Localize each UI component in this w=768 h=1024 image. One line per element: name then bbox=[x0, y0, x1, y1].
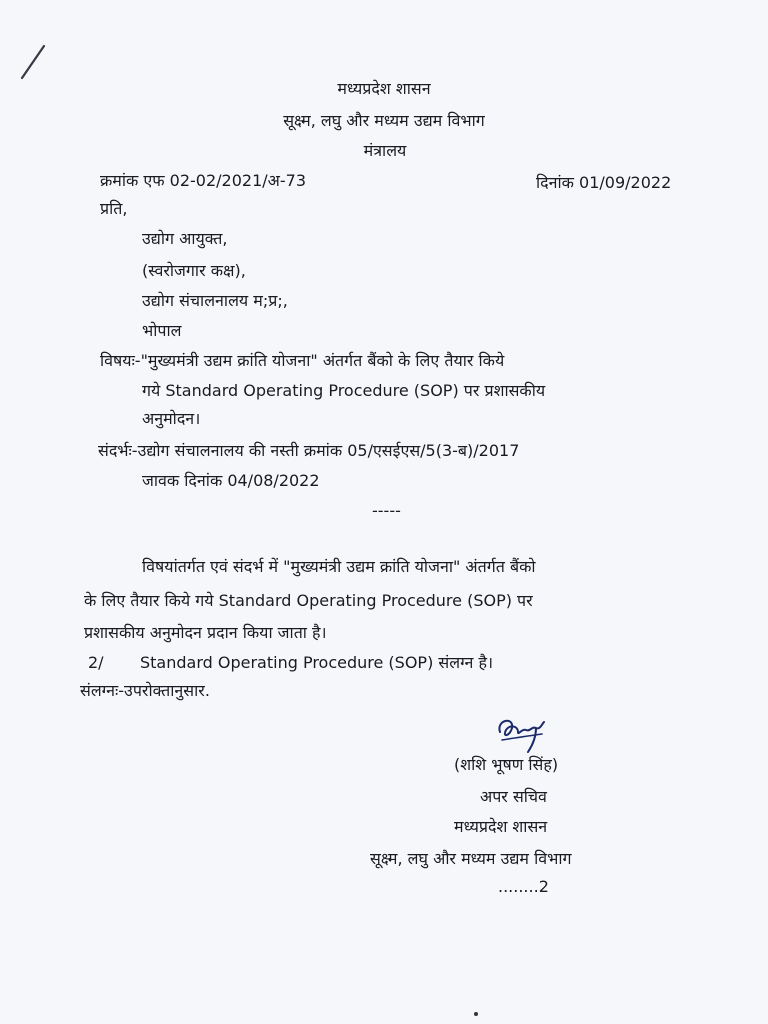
recipient-line: उद्योग संचालनालय म;प्र;, bbox=[142, 291, 288, 310]
to-label: प्रति, bbox=[100, 199, 128, 218]
signatory-name: (शशि भूषण सिंह) bbox=[454, 755, 559, 774]
signatory-designation: अपर सचिव bbox=[480, 787, 547, 806]
item-text: Standard Operating Procedure (SOP) संलग्न है। bbox=[140, 653, 494, 672]
letter-date: दिनांक 01/09/2022 bbox=[536, 173, 672, 192]
recipient-line: (स्वरोजगार कक्ष), bbox=[142, 261, 246, 280]
item-number: 2/ bbox=[88, 653, 104, 672]
recipient-line: भोपाल bbox=[142, 321, 182, 340]
reference-number: क्रमांक एफ 02-02/2021/अ-73 bbox=[100, 171, 306, 190]
signatory-org: मध्यप्रदेश शासन bbox=[454, 817, 548, 836]
header-ministry: मंत्रालय bbox=[363, 141, 407, 160]
body-paragraph-line: के लिए तैयार किये गये Standard Operating Procedure (SOP) पर bbox=[84, 591, 533, 610]
subject-line: विषयः-"मुख्यमंत्री उद्यम क्रांति योजना" अंतर्गत बैंको के लिए तैयार किये bbox=[100, 351, 505, 370]
handwritten-signature bbox=[492, 710, 550, 756]
header-department: सूक्ष्म, लघु और मध्यम उद्यम विभाग bbox=[283, 111, 485, 130]
scan-speck bbox=[474, 1012, 478, 1016]
subject-line: अनुमोदन। bbox=[142, 409, 201, 428]
header-state-govt: मध्यप्रदेश शासन bbox=[337, 79, 431, 98]
separator: ----- bbox=[372, 501, 401, 520]
enclosure-note: संलग्नः-उपरोक्तानुसार. bbox=[80, 681, 210, 700]
context-line: संदर्भः-उद्योग संचालनालय की नस्ती क्रमांक 05/एसईएस/5(3-ब)/2017 bbox=[98, 441, 520, 460]
body-paragraph-line: विषयांतर्गत एवं संदर्भ में "मुख्यमंत्री उद्यम क्रांति योजना" अंतर्गत बैंको bbox=[142, 557, 536, 576]
pen-mark bbox=[14, 40, 54, 85]
signatory-department: सूक्ष्म, लघु और मध्यम उद्यम विभाग bbox=[370, 849, 572, 868]
body-paragraph-line: प्रशासकीय अनुमोदन प्रदान किया जाता है। bbox=[84, 623, 327, 642]
subject-line: गये Standard Operating Procedure (SOP) पर प्रशासकीय bbox=[142, 381, 546, 400]
context-line: जावक दिनांक 04/08/2022 bbox=[142, 471, 320, 490]
recipient-line: उद्योग आयुक्त, bbox=[142, 229, 228, 248]
page-continuation: ........2 bbox=[498, 877, 549, 896]
